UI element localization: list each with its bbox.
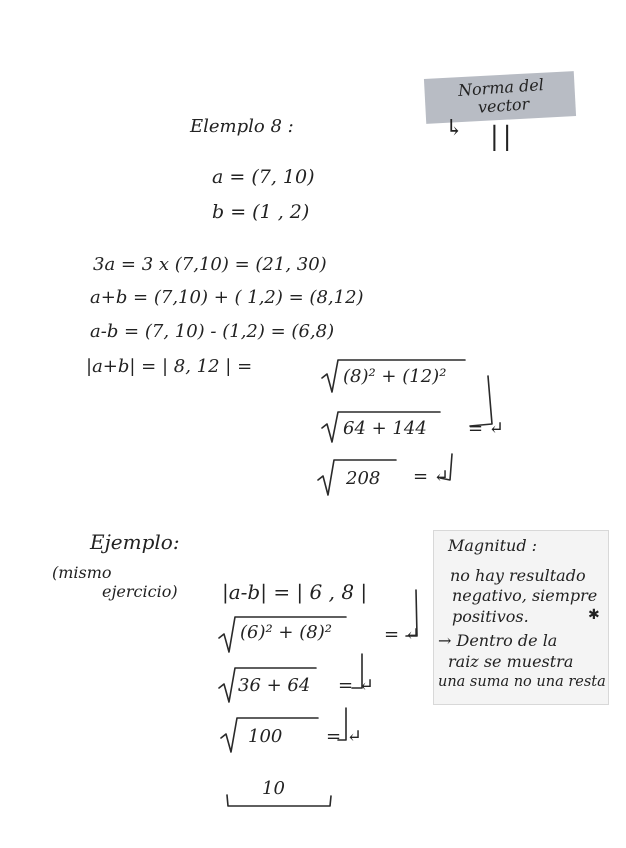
star-mark-icon: ✱ — [588, 607, 600, 623]
sqrt-expression-1: (8)² + (12)² — [343, 366, 447, 387]
equals-arrow-3: = ↵ — [384, 624, 420, 645]
final-result: 10 — [262, 778, 285, 799]
equals-arrow-2: = ↵ — [413, 466, 449, 487]
magnitud-line-1: no hay resultado — [450, 566, 586, 585]
equals-arrow-4: = ↵ — [338, 675, 374, 696]
sqrt-expression-6: 100 — [248, 726, 283, 747]
sum-row: a+b = (7,10) + ( 1,2) = (8,12) — [90, 287, 364, 308]
example2-note-line-2: ejercicio) — [102, 582, 178, 601]
sqrt-expression-3: 208 — [346, 468, 381, 489]
scalar-product-row: 3a = 3 x (7,10) = (21, 30) — [93, 254, 327, 275]
vector-b-definition: b = (1 , 2) — [212, 201, 310, 223]
magnitud-line-5: raiz se muestra — [448, 652, 574, 671]
magnitud-line-3: positivos. — [452, 607, 529, 626]
norm-symbol: || — [490, 122, 516, 152]
example2-title: Ejemplo: — [90, 530, 180, 554]
norm-row: |a+b| = | 8, 12 | = — [86, 356, 253, 377]
magnitud-title: Magnitud : — [448, 536, 538, 555]
magnitud-line-4: → Dentro de la — [438, 631, 558, 650]
example2-note-line-1: (mismo — [52, 563, 112, 582]
sqrt-expression-2: 64 + 144 — [343, 418, 427, 439]
sticky-line-2: vector — [477, 94, 530, 117]
sqrt-expression-4: (6)² + (8)² — [240, 622, 332, 643]
magnitud-line-2: negativo, siempre — [452, 586, 598, 605]
vector-a-definition: a = (7, 10) — [212, 166, 315, 188]
equals-arrow-5: = ↵ — [326, 726, 362, 747]
equals-arrow-1: = ↵ — [468, 418, 504, 439]
return-arrow-icon: ↳ — [445, 116, 464, 141]
difference-norm: |a-b| = | 6 , 8 | — [222, 580, 368, 604]
difference-row: a-b = (7, 10) - (1,2) = (6,8) — [90, 321, 335, 342]
sticky-line-1: Norma del — [457, 75, 545, 100]
magnitud-line-6: una suma no una resta — [438, 674, 606, 690]
example8-title: Elemplo 8 : — [190, 116, 294, 137]
sqrt-expression-5: 36 + 64 — [238, 675, 311, 696]
